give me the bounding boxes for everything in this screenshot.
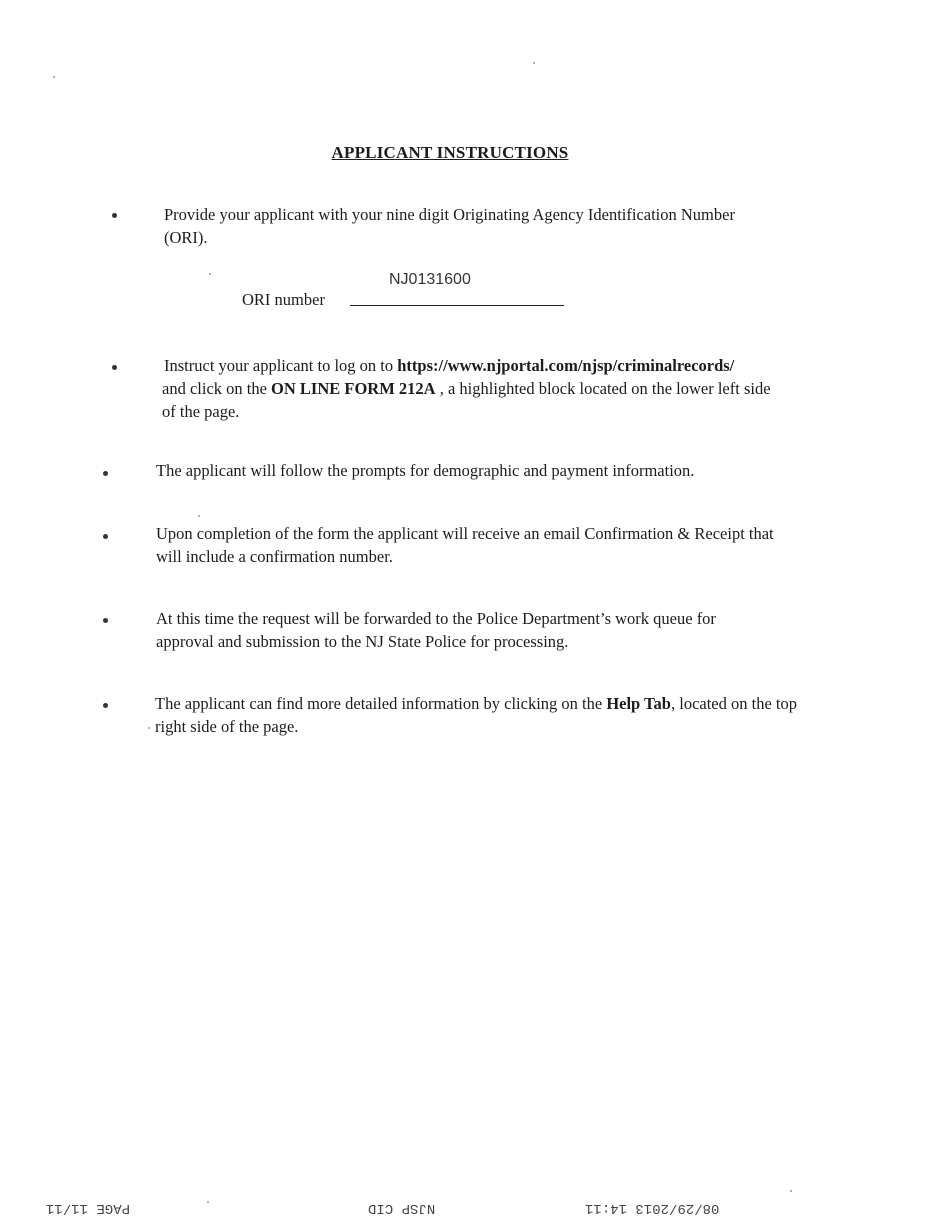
bullet bbox=[112, 365, 117, 370]
bullet bbox=[103, 534, 108, 539]
scan-speck bbox=[148, 727, 150, 729]
instruction-text: , located on the top right side of the page. bbox=[155, 694, 797, 736]
footer-center-text: NJSP CID bbox=[368, 1200, 436, 1216]
bullet bbox=[103, 618, 108, 623]
scan-speck bbox=[533, 62, 535, 64]
instruction-text: and click on the bbox=[162, 379, 272, 398]
ori-number-value: NJ0131600 bbox=[389, 271, 471, 288]
ori-number-label: ORI number bbox=[242, 290, 325, 309]
instruction-log-on bbox=[162, 354, 782, 423]
instruction-text: The applicant will follow the prompts for demographic and payment information. bbox=[156, 461, 695, 480]
scan-speck bbox=[209, 273, 211, 275]
footer-page-number: PAGE 11/11 bbox=[46, 1200, 131, 1216]
instruction-text: , a highlighted block located on the lower left side of the page. bbox=[162, 379, 771, 421]
instruction-text: The applicant can find more detailed information by clicking on the bbox=[155, 694, 607, 713]
online-form-212a: ON LINE FORM 212A bbox=[271, 379, 436, 398]
instruction-completion bbox=[156, 522, 796, 568]
instruction-text: Instruct your applicant to log on to bbox=[164, 356, 398, 375]
scan-speck bbox=[198, 515, 200, 517]
scan-speck bbox=[207, 1201, 209, 1203]
instruction-provide-ori bbox=[164, 203, 774, 249]
scan-speck bbox=[53, 76, 55, 78]
instruction-forwarded bbox=[156, 607, 766, 653]
page-title: APPLICANT INSTRUCTIONS bbox=[331, 143, 569, 162]
ori-number-underline bbox=[350, 305, 564, 306]
bullet bbox=[103, 703, 108, 708]
portal-url-link[interactable]: https://www.njportal.com/njsp/criminalrecords/ bbox=[397, 356, 735, 375]
instruction-text: At this time the request will be forwarded to the Police Department’s work queue for approval and submission to the NJ State Police for processing. bbox=[156, 609, 716, 651]
instruction-help bbox=[155, 692, 800, 738]
help-tab: Help Tab bbox=[606, 694, 671, 713]
bullet bbox=[112, 213, 117, 218]
scan-speck bbox=[790, 1190, 792, 1192]
instruction-text: Provide your applicant with your nine digit Originating Agency Identification Number (ORI). bbox=[164, 205, 735, 247]
instruction-text: Upon completion of the form the applicant will receive an email Confirmation & Receipt that will include a confirmation number. bbox=[156, 524, 774, 566]
instruction-follow-prompts bbox=[156, 459, 796, 482]
footer-fax-timestamp: 08/29/2013 14:11 bbox=[585, 1200, 720, 1216]
bullet bbox=[103, 471, 108, 476]
